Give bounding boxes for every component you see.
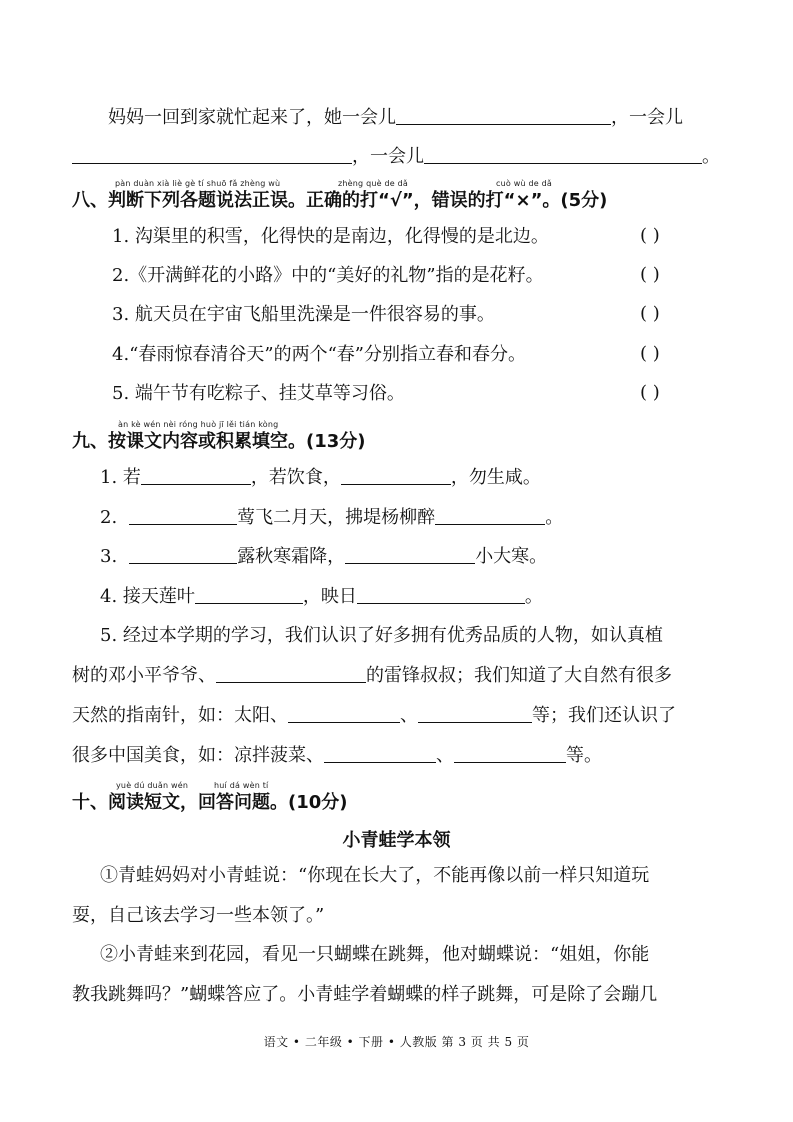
judge-item-4: 4.“春雨惊春清谷天”的两个“春”分别指立春和春分。 <box>112 344 526 365</box>
fill-text: 、 <box>436 745 454 766</box>
section-9-heading: 九、按课文内容或积累填空。(13分) <box>72 431 366 452</box>
fill-item-5-line-1: 5. 经过本学期的学习，我们认识了好多拥有优秀品质的人物，如认真植 <box>100 625 663 646</box>
fill-text: 。 <box>524 586 543 607</box>
fill-text: 等；我们还认识了 <box>532 705 676 726</box>
fill-text: 、 <box>400 705 418 726</box>
answer-blank[interactable] <box>418 704 532 723</box>
fill-text: 露秋寒霜降， <box>237 546 346 567</box>
passage-title: 小青蛙学本领 <box>342 830 451 851</box>
fill-text: 2. <box>100 507 118 528</box>
fill-text: 小大寒。 <box>475 546 548 567</box>
pinyin: cuò wù de dǎ <box>496 179 552 188</box>
fill-text: 莺飞二月天，拂堤杨柳醉 <box>237 507 436 528</box>
fill-text: ，勿生咸。 <box>450 467 541 488</box>
judge-item-3: 3. 航天员在宇宙飞船里洗澡是一件很容易的事。 <box>112 304 495 325</box>
fill-item-3 <box>100 545 547 569</box>
answer-blank[interactable] <box>424 145 702 164</box>
answer-blank[interactable] <box>454 744 566 763</box>
fill-text: 树的邓小平爷爷、 <box>72 665 216 686</box>
fill-item-2 <box>100 506 563 530</box>
fill-item-5-line-3 <box>72 704 676 728</box>
answer-blank[interactable] <box>129 506 237 525</box>
pinyin: zhèng què de dǎ <box>338 179 409 188</box>
q7-text: ，一会儿 <box>352 146 424 167</box>
page-footer: 语文 • 二年级 • 下册 • 人教版 第 3 页 共 5 页 <box>263 1035 530 1049</box>
q7-line-2 <box>72 145 720 169</box>
section-8-heading: 八、判断下列各题说法正误。正确的打“√”，错误的打“×”。(5分) <box>72 190 608 211</box>
passage-paragraph-2-line-2: 教我跳舞吗？”蝴蝶答应了。小青蛙学着蝴蝶的样子跳舞，可是除了会蹦几 <box>72 984 658 1005</box>
judge-answer-paren[interactable]: ( ) <box>640 343 660 364</box>
answer-blank[interactable] <box>288 704 400 723</box>
q7-text: ，一会儿 <box>611 107 683 128</box>
answer-blank[interactable] <box>341 466 451 485</box>
section-10-heading: 十、阅读短文，回答问题。(10分) <box>72 792 348 813</box>
judge-item-5: 5. 端午节有吃粽子、挂艾草等习俗。 <box>112 383 405 404</box>
passage-paragraph-1-line-2: 耍，自己该去学习一些本领了。” <box>72 905 325 926</box>
judge-item-1: 1. 沟渠里的积雪，化得快的是南边，化得慢的是北边。 <box>112 226 549 247</box>
fill-item-1 <box>100 466 541 490</box>
pinyin: pàn duàn xià liè gè tí shuō fǎ zhèng wù <box>115 179 281 188</box>
answer-blank[interactable] <box>324 744 436 763</box>
passage-paragraph-1-line-1: ①青蛙妈妈对小青蛙说：“你现在长大了，不能再像以前一样只知道玩 <box>100 865 650 886</box>
fill-text: ，映日 <box>302 586 357 607</box>
fill-text: 3. <box>100 546 118 567</box>
fill-item-5-line-4 <box>72 744 602 768</box>
fill-text: ，若饮食， <box>250 467 341 488</box>
fill-text: 4. 接天莲叶 <box>100 586 195 607</box>
judge-answer-paren[interactable]: ( ) <box>640 382 660 403</box>
answer-blank[interactable] <box>435 506 545 525</box>
q7-line-1 <box>108 106 683 130</box>
q7-text: 妈妈一回到家就忙起来了，她一会儿 <box>108 107 396 128</box>
pinyin: huí dá wèn tí <box>214 781 269 790</box>
answer-blank[interactable] <box>345 545 475 564</box>
pinyin: àn kè wén nèi róng huò jī lěi tián kòng <box>118 420 279 429</box>
fill-text: 1. 若 <box>100 467 141 488</box>
judge-answer-paren[interactable]: ( ) <box>640 264 660 285</box>
judge-answer-paren[interactable]: ( ) <box>640 303 660 324</box>
fill-text: 。 <box>545 507 564 528</box>
fill-text: 很多中国美食，如：凉拌菠菜、 <box>72 745 324 766</box>
answer-blank[interactable] <box>396 106 611 125</box>
judge-answer-paren[interactable]: ( ) <box>640 225 660 246</box>
answer-blank[interactable] <box>129 545 237 564</box>
answer-blank[interactable] <box>72 145 352 164</box>
q7-text: 。 <box>702 146 720 167</box>
fill-text: 等。 <box>566 745 602 766</box>
fill-text: 的雷锋叔叔；我们知道了大自然有很多 <box>366 665 672 686</box>
passage-paragraph-2-line-1: ②小青蛙来到花园，看见一只蝴蝶在跳舞，他对蝴蝶说：“姐姐，你能 <box>100 944 650 965</box>
fill-text: 天然的指南针，如：太阳、 <box>72 705 288 726</box>
answer-blank[interactable] <box>141 466 251 485</box>
answer-blank[interactable] <box>216 664 366 683</box>
fill-item-4 <box>100 585 543 609</box>
fill-item-5-line-2 <box>72 664 672 688</box>
judge-item-2: 2.《开满鲜花的小路》中的“美好的礼物”指的是花籽。 <box>112 265 544 286</box>
answer-blank[interactable] <box>195 585 303 604</box>
answer-blank[interactable] <box>357 585 525 604</box>
pinyin: yuè dú duǎn wén <box>116 781 189 790</box>
